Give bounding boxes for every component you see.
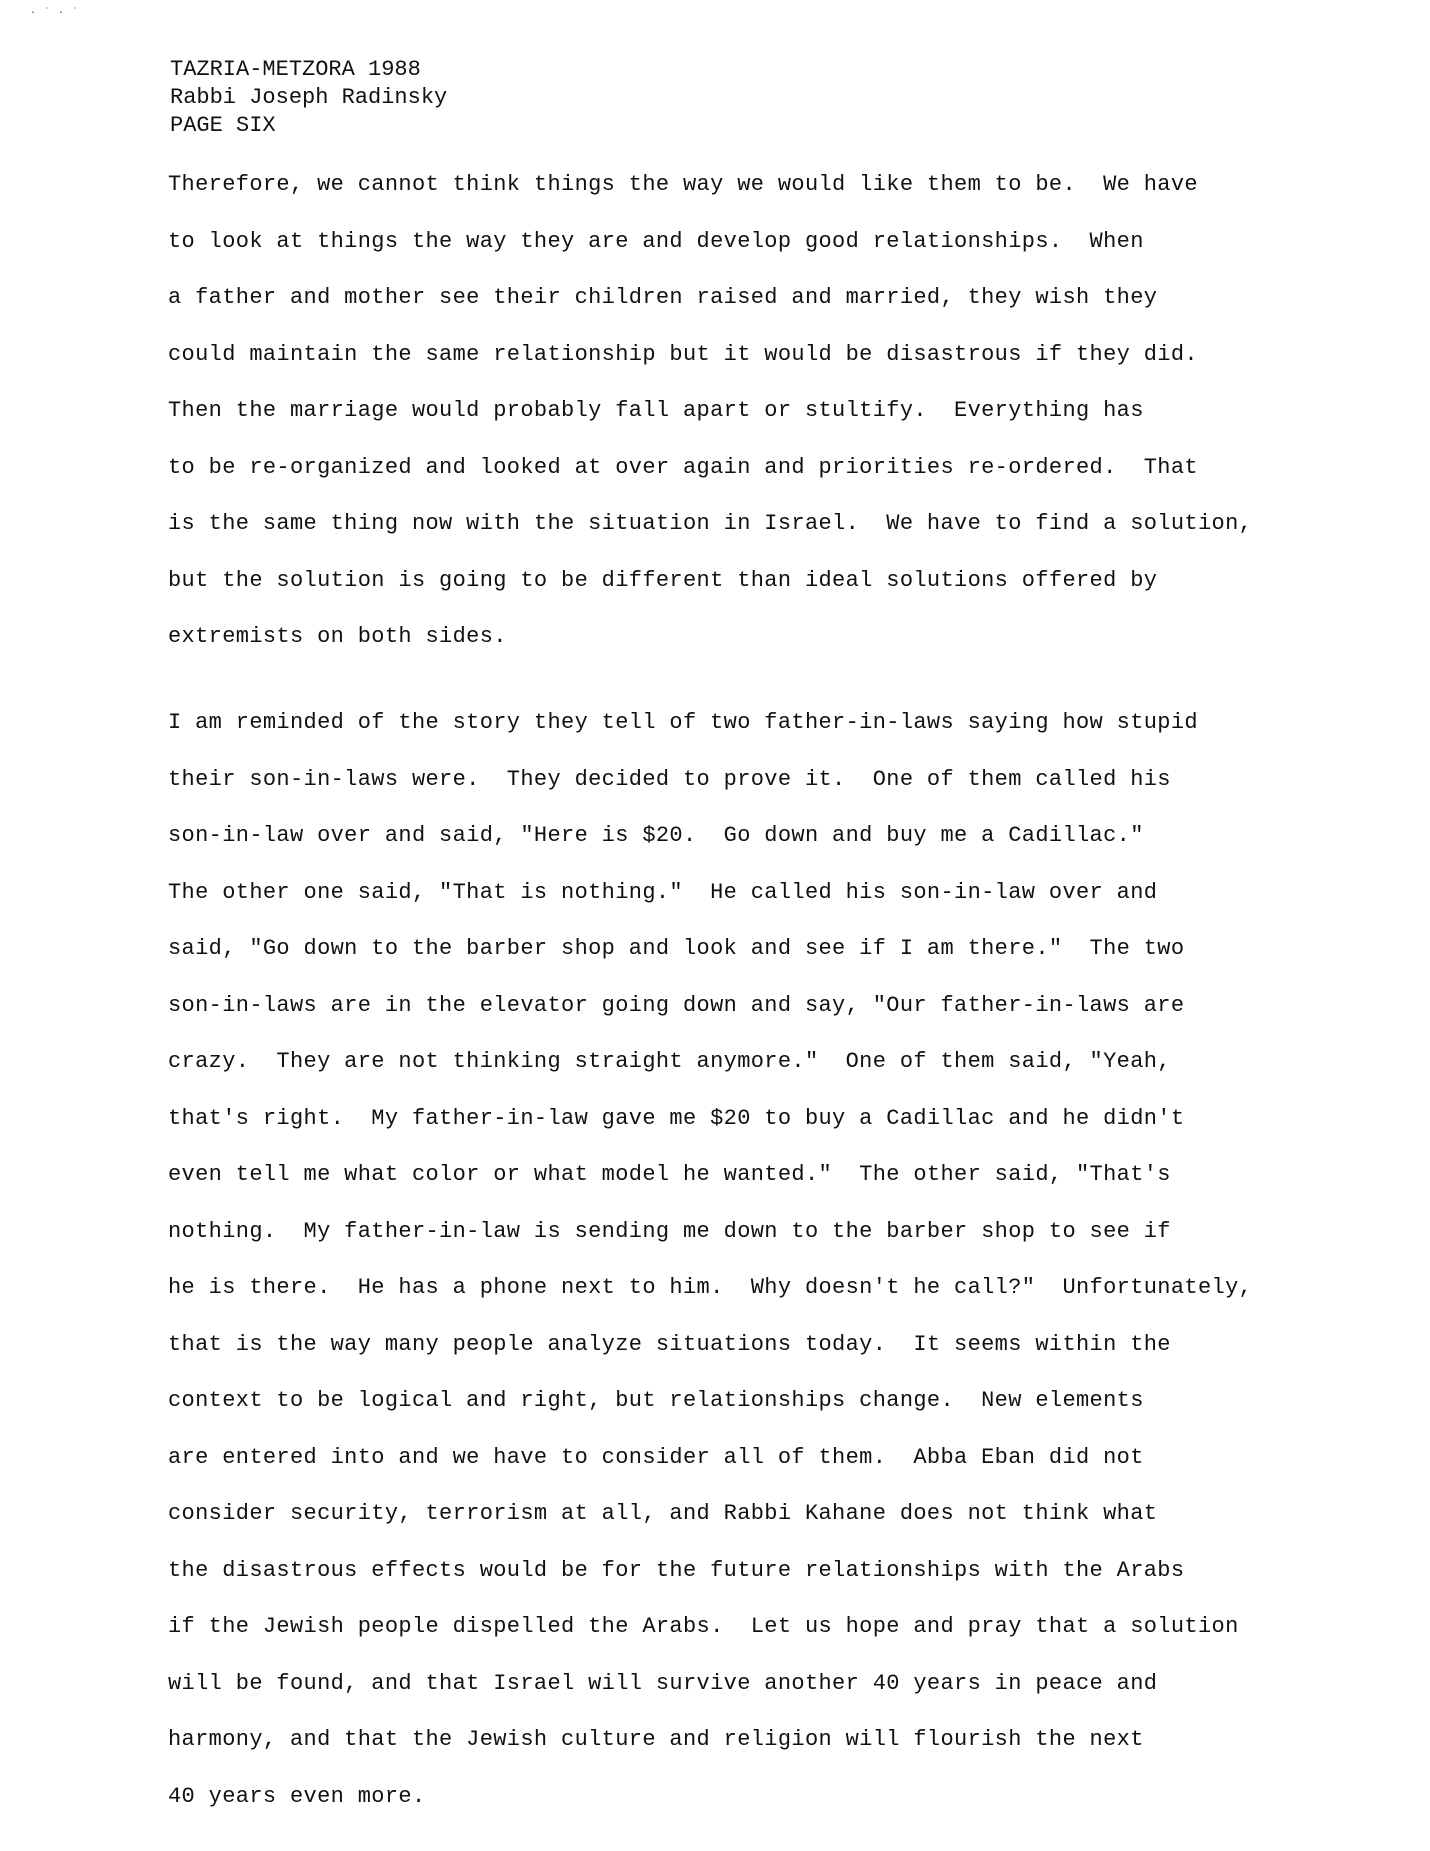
text-line: are entered into and we have to consider all of them. Abba Eban did not [168,1444,1144,1470]
text-line: crazy. They are not thinking straight anymore." One of them said, "Yeah, [168,1049,1171,1074]
text-line: but the solution is going to be different than ideal solutions offered by [168,567,1158,593]
document-title: TAZRIA-METZORA 1988 [170,57,421,82]
text-line: I am reminded of the story they tell of two father-in-laws saying how stupid [168,710,1198,735]
text-line: their son-in-laws were. They decided to prove it. One of them called his [168,766,1171,792]
text-line: a father and mother see their children raised and married, they wish they [168,285,1158,310]
text-line: The other one said, "That is nothing." He called his son-in-law over and [168,879,1158,905]
text-line: son-in-law over and said, "Here is $20. Go down and buy me a Cadillac." [168,823,1144,848]
text-line: that's right. My father-in-law gave me $20 to buy a Cadillac and he didn't [168,1105,1185,1131]
text-line: 40 years even more. [168,1783,426,1809]
text-line: said, "Go down to the barber shop and look and see if I am there." The two [168,936,1185,961]
text-line: to look at things the way they are and develop good relationships. When [168,228,1144,254]
paragraph-1 [168,157,1252,666]
text-line: nothing. My father-in-law is sending me down to the barber shop to see if [168,1218,1171,1244]
text-line: if the Jewish people dispelled the Arabs. Let us hope and pray that a solution [168,1614,1239,1639]
text-line: will be found, and that Israel will survive another 40 years in peace and [168,1670,1158,1696]
text-line: the disastrous effects would be for the future relationships with the Arabs [168,1557,1185,1583]
text-line: harmony, and that the Jewish culture and religion will flourish the next [168,1727,1144,1752]
text-line: he is there. He has a phone next to him. Why doesn't he call?" Unfortunately, [168,1275,1253,1300]
text-line: Therefore, we cannot think things the way we would like them to be. We have [168,172,1198,197]
text-line: to be re-organized and looked at over again and priorities re-ordered. That [168,454,1198,480]
text-line: could maintain the same relationship but it would be disastrous if they did. [168,341,1198,367]
text-line: that is the way many people analyze situations today. It seems within the [168,1331,1171,1357]
text-line: son-in-laws are in the elevator going down and say, "Our father-in-laws are [168,992,1185,1018]
text-line: context to be logical and right, but relationships change. New elements [168,1388,1144,1413]
paragraph-2 [168,695,1252,1825]
text-line: Then the marriage would probably fall apart or stultify. Everything has [168,398,1144,423]
document-author: Rabbi Joseph Radinsky [170,85,448,110]
scan-specks: ·˙·˙ [30,8,87,19]
text-line: extremists on both sides. [168,624,507,649]
page-number-label: PAGE SIX [170,113,276,138]
page-header [170,56,447,140]
text-line: even tell me what color or what model he wanted." The other said, "That's [168,1162,1171,1187]
text-line: is the same thing now with the situation in Israel. We have to find a solution, [168,511,1253,536]
text-line: consider security, terrorism at all, and Rabbi Kahane does not think what [168,1501,1158,1526]
